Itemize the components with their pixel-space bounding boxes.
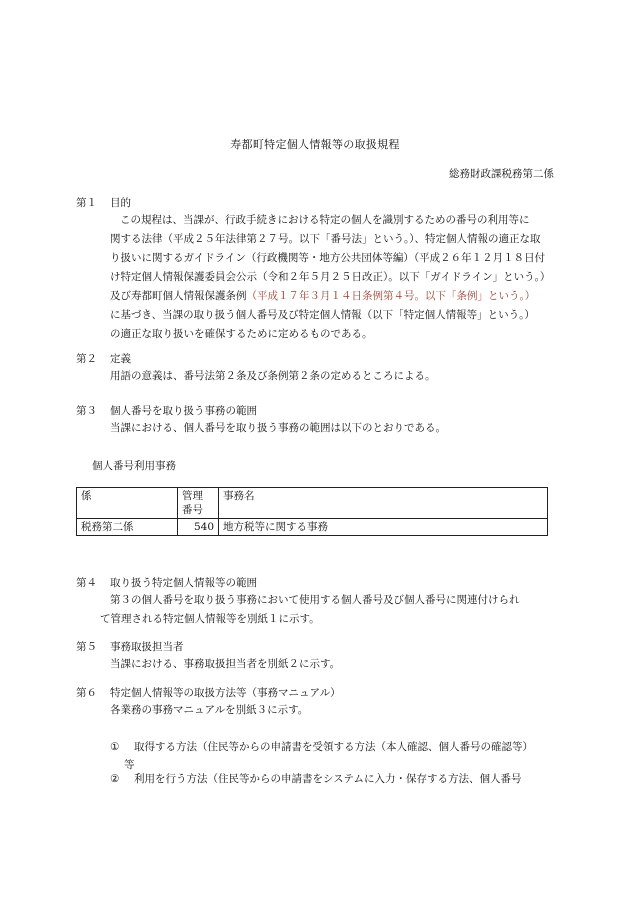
- header-section: 係: [77, 488, 178, 519]
- body-line: この規程は、当課が、行政手続きにおける特定の個人を識別するための番号の利用等に: [120, 214, 530, 226]
- body-line: 用語の意義は、番号法第２条及び条例第２条の定めるところによる。: [110, 370, 436, 382]
- section-staff: [76, 640, 556, 674]
- header-task-name: 事務名: [219, 488, 548, 519]
- section-number: 第３: [76, 405, 97, 417]
- list-item: [110, 770, 560, 788]
- body-line: の適正な取り扱いを確保するために定めるものである。: [110, 328, 373, 340]
- section-body: [76, 211, 556, 344]
- item-text: 取得する方法（住民等からの申請書を受領する方法（本人確認、個人番号の確認等）: [134, 741, 533, 753]
- document-author: 総務財政課税務第二係: [449, 168, 554, 180]
- table-row: [77, 519, 548, 536]
- body-line: 当課における、個人番号を取り扱う事務の範囲は以下のとおりである。: [110, 422, 446, 434]
- section-title: 目的: [110, 197, 131, 209]
- section-scope: [76, 404, 556, 438]
- body-line: て管理される特定個人情報等を別紙１に示す。: [100, 613, 320, 625]
- section-number: 第５: [76, 641, 97, 653]
- section-heading: [76, 686, 556, 701]
- section-title: 個人番号を取り扱う事務の範囲: [110, 405, 257, 417]
- section-heading: [76, 196, 556, 211]
- section-body: [76, 419, 556, 438]
- section-heading: [76, 640, 556, 655]
- table-header-row: [77, 488, 548, 519]
- cell-task-name: 地方税等に関する事務: [219, 519, 548, 536]
- office-list-title: 個人番号利用事務: [92, 460, 176, 472]
- office-table: [76, 487, 548, 536]
- cell-section: 税務第二係: [77, 519, 178, 536]
- section-definitions: [76, 352, 556, 386]
- document-title: 寿都町特定個人情報等の取扱規程: [230, 138, 400, 151]
- item-mark: ②: [110, 773, 120, 785]
- section-handling-methods: [76, 686, 556, 720]
- section-number: 第１: [76, 197, 97, 209]
- body-line-part: （平成１７年３月１４日条例第４号。以下「条例」という。）: [246, 290, 536, 302]
- section-title: 特定個人情報等の取扱方法等（事務マニュアル）: [110, 687, 341, 699]
- item-line: [110, 770, 560, 788]
- body-line: [110, 287, 556, 306]
- section-body: [76, 655, 556, 674]
- body-line: に基づき、当課の取り扱う個人番号及び特定個人情報（以下「特定個人情報等」という。）: [110, 309, 535, 321]
- section-title: 取り扱う特定個人情報等の範囲: [110, 577, 257, 589]
- header-number: [178, 488, 219, 519]
- section-heading: [76, 352, 556, 367]
- body-line: 当課における、事務取扱担当者を別紙２に示す。: [110, 658, 341, 670]
- section-number: 第２: [76, 353, 97, 365]
- section-body: [76, 701, 556, 720]
- section-body: [76, 591, 556, 629]
- section-info-range: [76, 576, 556, 629]
- section-heading: [76, 576, 556, 591]
- section-body: [76, 367, 556, 386]
- header-number-line1: 管理: [182, 490, 203, 502]
- item-continuation: 等: [124, 759, 135, 771]
- list-item: [110, 738, 560, 774]
- body-line: 各業務の事務マニュアルを別紙３に示す。: [110, 704, 309, 716]
- cell-number: 540: [178, 519, 219, 536]
- section-title: 事務取扱担当者: [110, 641, 184, 653]
- section-title: 定義: [110, 353, 131, 365]
- item-mark: ①: [110, 741, 120, 753]
- section-number: 第６: [76, 687, 97, 699]
- body-line: り扱いに関するガイドライン（行政機関等・地方公共団体等編）（平成２６年１２月１８日付: [110, 252, 546, 264]
- section-number: 第４: [76, 577, 97, 589]
- body-line-part: 及び寿都町個人情報保護条例: [110, 290, 247, 302]
- section-purpose: [76, 196, 556, 344]
- body-line: 関する法律（平成２５年法律第２７号。以下「番号法」という。）、特定個人情報の適正な取: [110, 233, 541, 245]
- section-heading: [76, 404, 556, 419]
- body-line: け特定個人情報保護委員会公示（令和２年５月２５日改正）。以下「ガイドライン」という。）: [110, 271, 551, 283]
- header-number-line2: 番号: [182, 504, 203, 516]
- item-text: 利用を行う方法（住民等からの申請書をシステムに入力・保存する方法、個人番号: [134, 773, 522, 785]
- item-line: [110, 738, 560, 756]
- body-line: 第３の個人番号を取り扱う事務において使用する個人番号及び個人番号に関連付けられ: [110, 594, 520, 606]
